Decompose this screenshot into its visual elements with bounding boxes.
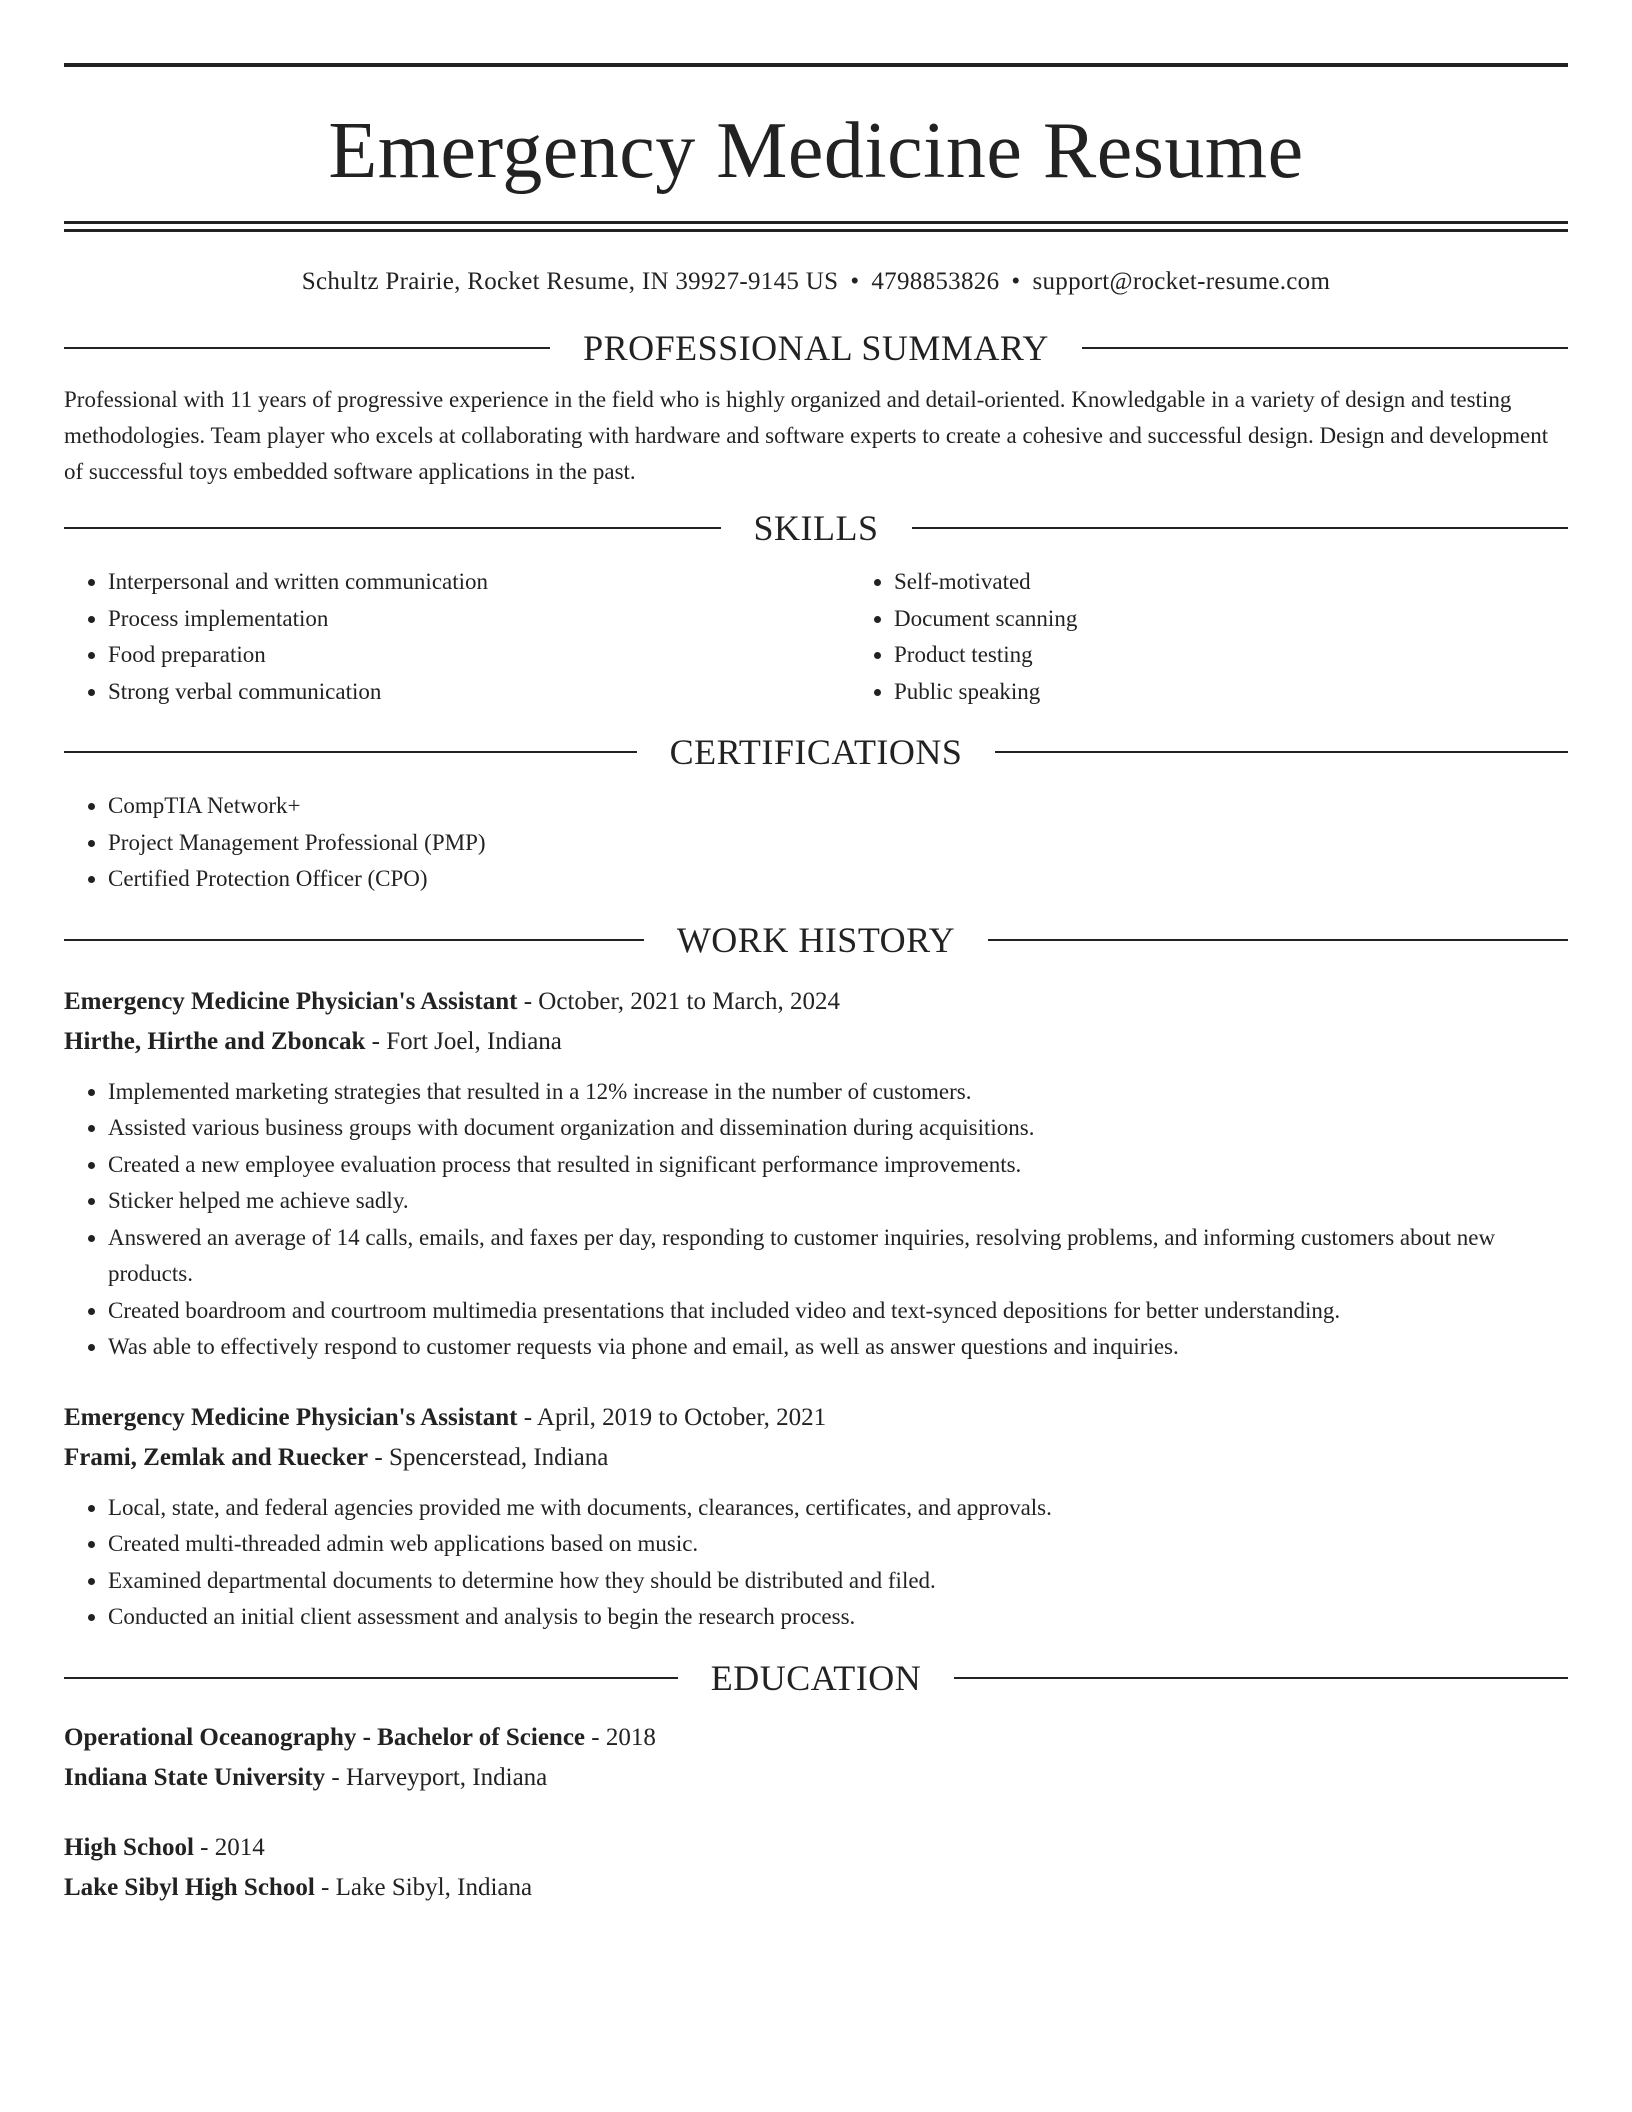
job-entry <box>64 1398 1568 1636</box>
education-school: Lake Sibyl High School <box>64 1873 315 1901</box>
list-item: • Self-motivated <box>894 564 1632 601</box>
job-title-line <box>64 982 1568 1022</box>
contact-separator: • <box>1011 268 1021 295</box>
education-entry <box>64 1718 1568 1798</box>
list-item: • Created multi-threaded admin web applications based on music. <box>108 1526 1568 1563</box>
list-item: • Project Management Professional (PMP) <box>108 825 1568 862</box>
education-school-line <box>64 1868 1568 1908</box>
contact-email: support@rocket-resume.com <box>1032 268 1331 295</box>
title-double-rule <box>64 221 1568 232</box>
divider-line <box>912 527 1569 529</box>
divider-line <box>995 751 1568 753</box>
list-item: • Public speaking <box>894 674 1632 711</box>
job-bullets <box>64 1490 1568 1636</box>
job-bullets <box>64 1074 1568 1366</box>
list-item: • Interpersonal and written communication <box>108 564 850 601</box>
section-title: SKILLS <box>753 508 879 548</box>
education-degree-line <box>64 1718 1568 1758</box>
contact-line <box>64 266 1568 298</box>
contact-phone: 4798853826 <box>871 268 1000 295</box>
job-location: - Spencerstead, Indiana <box>368 1443 609 1471</box>
education-year: - 2018 <box>585 1723 656 1751</box>
section-heading-certifications <box>64 730 1568 774</box>
list-item: • Examined departmental documents to determine how they should be distributed and filed. <box>108 1563 1568 1600</box>
education-entry <box>64 1828 1568 1908</box>
contact-address: Schultz Prairie, Rocket Resume, IN 39927-9145 US <box>301 268 839 295</box>
contact-separator: • <box>850 268 860 295</box>
list-item: • Process implementation <box>108 601 850 638</box>
education-school: Indiana State University <box>64 1763 326 1791</box>
summary-text: Professional with 11 years of progressive experience in the field who is highly organized and detail-oriented. Knowledgable in a variety of design and testing methodologies. Team player who excels at collaborating with hardware and software experts to create a cohesive and successful design. Design and development of successful toys embedded software applications in the past. <box>64 387 1549 484</box>
list-item: • Implemented marketing strategies that resulted in a 12% increase in the number of customers. <box>108 1074 1568 1111</box>
list-item: • Was able to effectively respond to customer requests via phone and email, as well as answer questions and inquiries. <box>108 1329 1568 1366</box>
job-dates: - October, 2021 to March, 2024 <box>517 987 841 1015</box>
list-item: • Strong verbal communication <box>108 674 850 711</box>
list-item: • Local, state, and federal agencies provided me with documents, clearances, certificates, and approvals. <box>108 1490 1568 1527</box>
section-heading-work-history <box>64 918 1568 962</box>
divider-line <box>64 527 721 529</box>
education-degree: Operational Oceanography - Bachelor of Science <box>64 1723 586 1751</box>
job-company-line <box>64 1438 1568 1478</box>
list-item: • Created a new employee evaluation process that resulted in significant performance improvements. <box>108 1147 1568 1184</box>
section-heading-summary <box>64 326 1568 370</box>
list-item: • CompTIA Network+ <box>108 788 1568 825</box>
job-company: Frami, Zemlak and Ruecker <box>64 1443 369 1471</box>
section-heading-skills <box>64 506 1568 550</box>
list-item: • Assisted various business groups with document organization and dissemination during acquisitions. <box>108 1110 1568 1147</box>
divider-line <box>988 939 1568 941</box>
certifications-list <box>64 788 1568 898</box>
education-location: - Harveyport, Indiana <box>325 1763 548 1791</box>
section-title: PROFESSIONAL SUMMARY <box>583 328 1049 368</box>
education-degree: High School <box>64 1833 194 1861</box>
job-title: Emergency Medicine Physician's Assistant <box>64 987 518 1015</box>
section-title: WORK HISTORY <box>676 919 956 960</box>
list-item: • Conducted an initial client assessment and analysis to begin the research process. <box>108 1599 1568 1636</box>
job-location: - Fort Joel, Indiana <box>365 1027 562 1055</box>
skills-list-left <box>64 564 850 710</box>
skills-grid <box>64 564 1568 710</box>
list-item: • Product testing <box>894 637 1632 674</box>
divider-line <box>64 1677 678 1679</box>
section-heading-education <box>64 1656 1568 1700</box>
divider-line <box>64 347 550 349</box>
job-title: Emergency Medicine Physician's Assistant <box>64 1403 518 1431</box>
list-item: • Document scanning <box>894 601 1632 638</box>
job-company-line <box>64 1022 1568 1062</box>
list-item: • Created boardroom and courtroom multimedia presentations that included video and text-synced depositions for better understanding. <box>108 1293 1568 1330</box>
section-title: EDUCATION <box>710 1657 922 1698</box>
job-title-line <box>64 1398 1568 1438</box>
skills-list-right <box>850 564 1632 710</box>
job-dates: - April, 2019 to October, 2021 <box>517 1403 827 1431</box>
education-year: - 2014 <box>193 1833 265 1861</box>
list-item: • Answered an average of 14 calls, emails, and faxes per day, responding to customer inquiries, resolving problems, and informing customers about new products. <box>108 1220 1568 1293</box>
list-item: • Food preparation <box>108 637 850 674</box>
divider-line <box>1082 347 1568 349</box>
divider-line <box>64 939 644 941</box>
divider-line <box>64 751 637 753</box>
job-entry <box>64 982 1568 1366</box>
resume-title: Emergency Medicine Resume <box>328 107 1304 195</box>
education-location: - Lake Sibyl, Indiana <box>314 1873 533 1901</box>
section-title: CERTIFICATIONS <box>669 732 963 772</box>
education-degree-line <box>64 1828 1568 1868</box>
divider-line <box>954 1677 1568 1679</box>
list-item: • Sticker helped me achieve sadly. <box>108 1183 1568 1220</box>
education-school-line <box>64 1758 1568 1798</box>
list-item: • Certified Protection Officer (CPO) <box>108 861 1568 898</box>
job-company: Hirthe, Hirthe and Zboncak <box>64 1027 366 1055</box>
top-rule <box>64 63 1568 67</box>
